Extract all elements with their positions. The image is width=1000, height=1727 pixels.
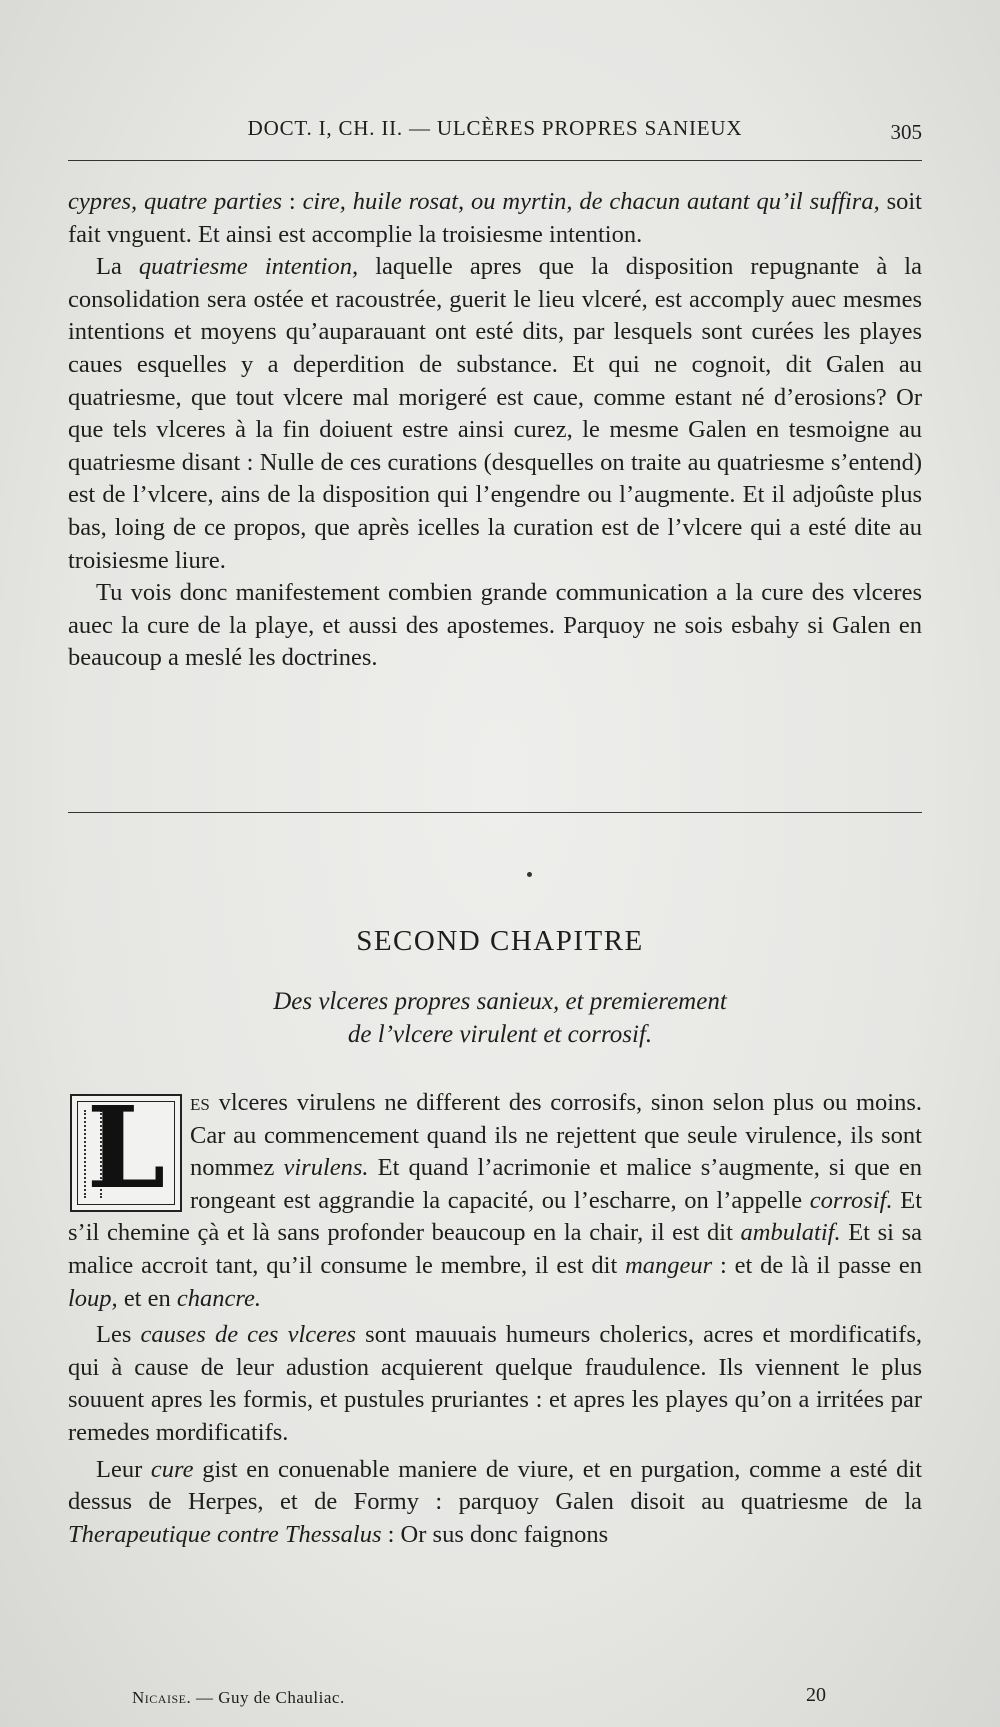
text-span: laquelle apres que la disposition repugnante à la consolidation sera ostée et racoustrée, guerit le lieu vlceré, est accomply auec mesmes intentions et moyens qu’auparauant ont esté dits, par lesquels sont curées les playes caues esquelles y a deperdition de substance. Et qui ne cognoit, dit Galen au quatriesme, que tout vlcere mal morigeré est caue, comme estant né d’erosions? Or que tels vlceres à la fin doiuent estre ainsi curez, le mesme Galen en tesmoigne au quatriesme disant : Nulle de ces curations (desquelles on traite au quatriesme s’entend) est de l’vlcere, ains de la disposition qui l’engendre ou l’augmente. Et il adjoûste plus bas, loing de ce propos, que après icelles la curation est de l’vlcere qui a esté dite au troisiesme liure. <box>68 253 922 574</box>
running-title: DOCT. I, CH. II. — ULCÈRES PROPRES SANIEUX <box>247 116 743 140</box>
italic-span: causes de ces vlceres <box>140 1321 357 1349</box>
text-span: Leur <box>96 1455 151 1483</box>
footer-author: Nicaise. <box>132 1688 192 1707</box>
text-span: : <box>282 188 303 215</box>
italic-span: virulens. <box>283 1154 369 1182</box>
paragraph <box>68 1083 922 1315</box>
text-span: soit fait vnguent. Et ainsi est accomplie la troisiesme intention. <box>68 188 922 248</box>
text-span: Et s’il chemine çà et là sans profonder beaucoup en la chair, il est dit <box>68 1186 922 1247</box>
footer-dash: — <box>191 1688 219 1707</box>
italic-span: chancre. <box>176 1284 261 1312</box>
text-block-top <box>68 186 922 675</box>
initial-letter: L <box>86 1083 166 1214</box>
running-header <box>68 108 922 161</box>
italic-span: corrosif. <box>809 1186 893 1214</box>
italic-span: ambulatif. <box>740 1219 841 1247</box>
section-divider <box>68 812 922 813</box>
text-span: Et quand l’acrimonie et malice s’augmente, si que en rongeant est aggrandie la capacité, ou l’escharre, on l’appelle <box>190 1154 922 1214</box>
ornament-dot <box>527 872 532 877</box>
text-span: vlceres virulens ne different des corrosifs, sinon selon plus ou moins. Car au commencement quand ils ne rejettent que seule virulence, ils sont nommez <box>190 1089 922 1182</box>
italic-span: cure <box>150 1455 194 1483</box>
text-span: : Or sus donc faignons <box>381 1520 609 1548</box>
signature-mark: 20 <box>806 1684 826 1706</box>
italic-span: quatriesme intention, <box>138 253 359 281</box>
paragraph <box>68 251 922 577</box>
text-block-bottom <box>68 1083 923 1551</box>
paragraph: Tu vois donc manifestement combien grande communication a la cure des vlceres auec la cure de la playe, et aussi des apostemes. Parquoy ne sois esbahy si Galen en beaucoup a meslé les doctrines. <box>68 579 922 672</box>
italic-span: cypres, quatre parties <box>68 188 283 215</box>
subtitle-line: Des vlceres propres sanieux, et premierement <box>273 988 727 1015</box>
text-span: sont mauuais humeurs cholerics, acres et mordificatifs, qui à cause de leur adustion acquierent quelque fraudulence. Ils viennent le plus souuent apres les formis, et pustules pruriantes : et apres les playes qu’on a irritées par remedes mordificatifs. <box>68 1321 922 1446</box>
paragraph <box>68 1454 922 1552</box>
text-span: gist en conuenable maniere de viure, et en purgation, comme a esté dit dessus de Herpes, et de Formy : parquoy Galen disoit au quatriesme de la <box>68 1455 923 1516</box>
lead-word: es <box>190 1089 210 1116</box>
chapter-subtitle <box>0 985 1000 1051</box>
subtitle-line: de l’vlcere virulent et corrosif. <box>347 1021 653 1048</box>
page-footer <box>132 1688 345 1708</box>
text-span: et en <box>117 1284 177 1312</box>
paragraph <box>68 186 922 251</box>
text-span: : et de là il passe en <box>712 1251 922 1279</box>
italic-span: Therapeutique contre Thessalus <box>68 1520 382 1548</box>
footer-work: Guy de Chauliac. <box>218 1688 345 1707</box>
decorated-initial <box>70 1083 182 1214</box>
italic-span: cire, huile rosat, ou myrtin, de chacun autant qu’il suffira, <box>302 188 880 215</box>
italic-span: loup, <box>68 1284 118 1312</box>
text-span: La <box>96 253 139 281</box>
italic-span: mangeur <box>625 1251 713 1279</box>
page-number: 305 <box>890 120 922 144</box>
text-span: Et si sa malice accroit tant, qu’il consume le membre, il est dit <box>68 1219 922 1279</box>
chapter-title: SECOND CHAPITRE <box>356 925 644 957</box>
text-span: Les <box>96 1321 141 1349</box>
paragraph <box>68 1319 922 1449</box>
